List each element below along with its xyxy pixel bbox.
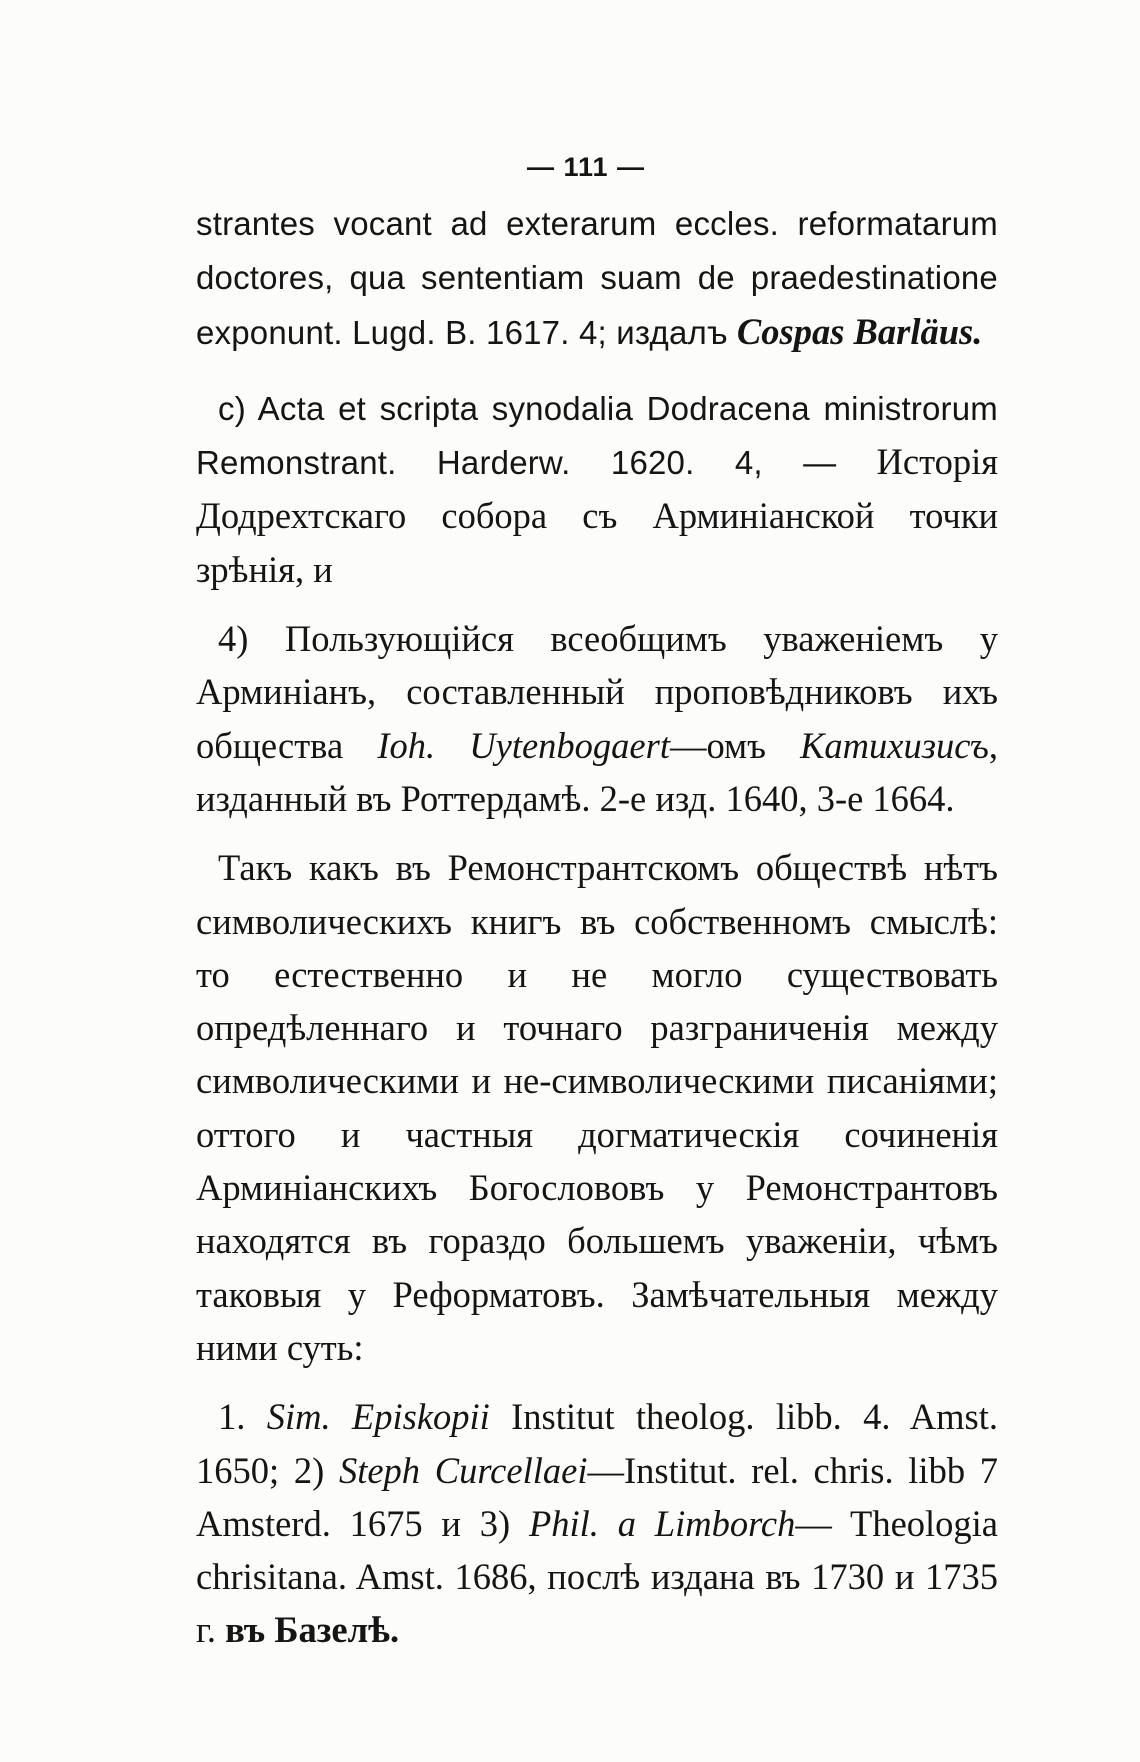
item-4-title: Катихизисъ	[800, 724, 989, 766]
item-4-edition: , изданный въ Роттердамѣ. 2-е изд. 1640, 3-е 1664.	[196, 724, 998, 819]
item-4-suffix: —омъ	[669, 724, 766, 766]
item-4-author: Ioh. Uytenbogaert	[377, 724, 670, 766]
work-title-3: — Theologia chrisitana. Amst. 1686, послѣ издана въ 1730 и 1735 г.	[196, 1502, 999, 1651]
item-4-text: 4) Пользующійся всеобщимъ уваженіемъ у Арминіанъ, составленный проповѣдниковъ ихъ общества	[196, 618, 998, 766]
latin-citation: strantes vocant ad exterarum eccles. reformatarum doctores, qua sententiam suam de praedestinatione exponunt. Lugd. B. 1617. 4; издалъ	[196, 205, 998, 351]
work-title-2: —Institut. rel. chris. libb 7 Amsterd. 1675 и 3)	[196, 1449, 999, 1544]
work-author-2: Steph Curcellaei	[338, 1449, 588, 1491]
work-title-1: Institut theolog. libb. 4. Amst. 1650; 2)	[196, 1396, 999, 1491]
list-number: 1.	[218, 1396, 246, 1438]
works-list	[196, 1390, 998, 1656]
work-place: въ Базелѣ.	[225, 1609, 400, 1651]
item-c-latin: c) Acta et scripta synodalia Dodracena ministrorum Remonstrant. Harderw. 1620. 4, —	[196, 389, 998, 482]
page-number: — 111 —	[526, 152, 646, 182]
continuation-paragraph	[196, 196, 998, 359]
work-author-1: Sim. Episkopii	[266, 1396, 490, 1438]
author-name: Cospas Barläus.	[736, 310, 983, 352]
main-paragraph: Такъ какъ въ Ремонстрантскомъ обществѣ нѣтъ символическихъ книгъ въ собственномъ смыслѣ: то естественно и не могло существовать опредѣленнаго и точнаго разграниченія между символическими и не-символическими писаніями; оттого и частныя догматическія сочиненія Арминіанскихъ Богослововъ у Ремонстрантовъ находятся въ гораздо большемъ уваженіи, чѣмъ таковыя у Реформатовъ. Замѣчательныя между ними суть:	[196, 847, 998, 1368]
item-c-russian: Исторія Додрехтскаго собора съ Арминіанской точки зрѣнія, и	[196, 441, 999, 590]
item-4	[196, 612, 998, 825]
work-author-3: Phil. a Limborch	[528, 1502, 796, 1544]
page-text	[196, 150, 998, 1657]
item-c	[196, 381, 998, 596]
